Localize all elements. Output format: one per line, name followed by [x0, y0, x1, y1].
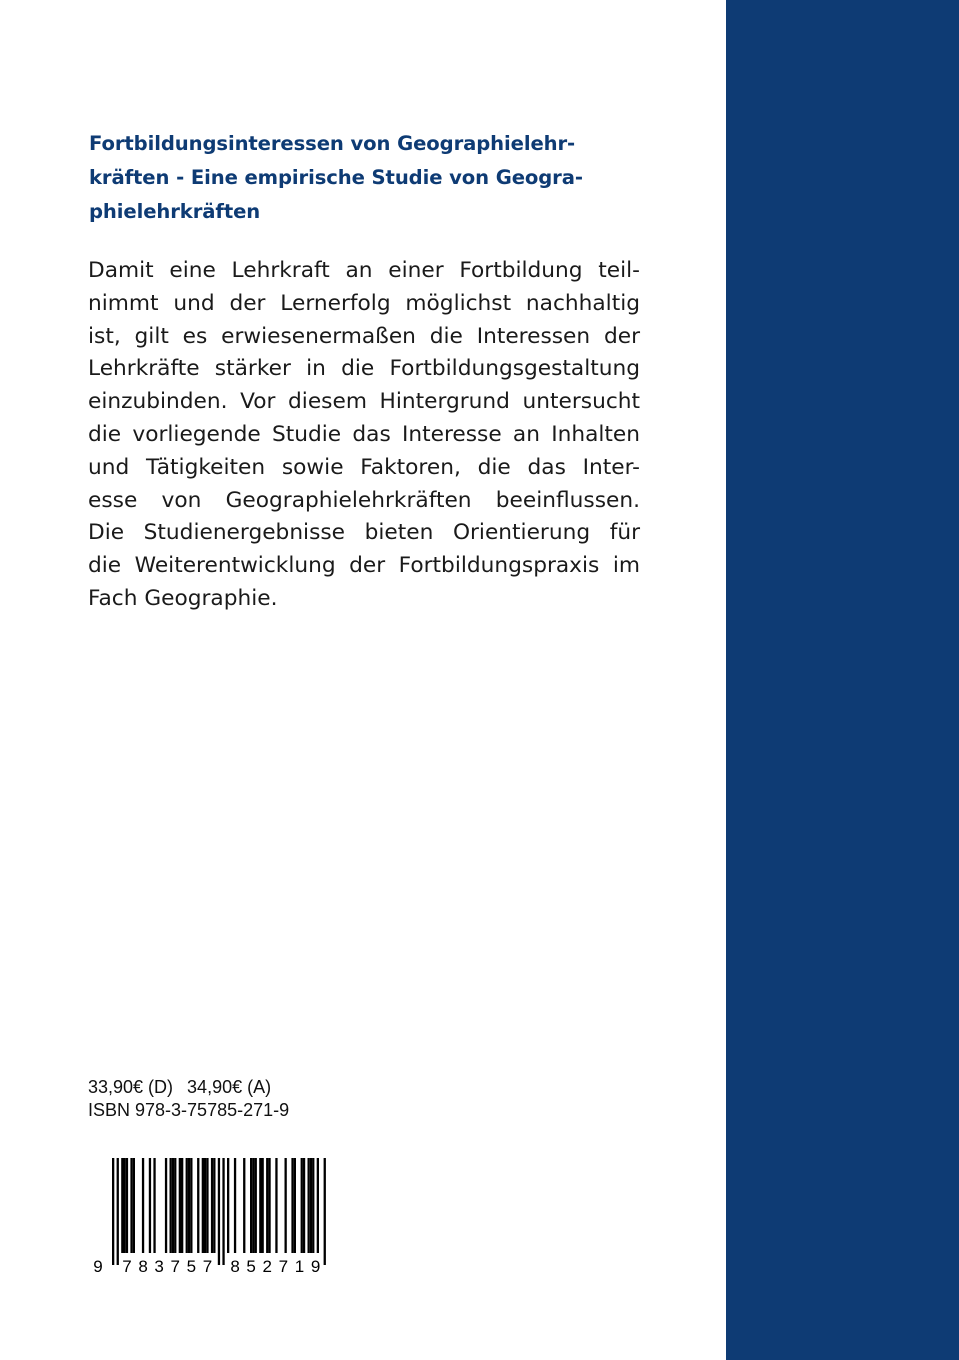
barcode-bar: [275, 1158, 277, 1253]
barcode-bar: [170, 1158, 172, 1253]
blurb-line: einzubinden. Vor diesem Hintergrund untersucht: [88, 389, 640, 415]
blurb-line: Die Studienergebnisse bieten Orientierung für: [88, 520, 640, 546]
blurb-line: und Tätigkeiten sowie Faktoren, die das Inter-: [88, 454, 640, 480]
barcode-bar: [202, 1158, 204, 1253]
barcode-bar: [204, 1158, 206, 1253]
barcode-bar: [291, 1158, 293, 1253]
blurb-line: Damit eine Lehrkraft an einer Fortbildung teil-: [88, 258, 640, 283]
blurb-line: esse von Geographielehrkräften beeinflussen.: [88, 487, 640, 513]
barcode-bar: [303, 1158, 305, 1253]
barcode-bar: [227, 1158, 229, 1253]
barcode-bar: [117, 1158, 119, 1265]
blurb-text: [88, 255, 640, 616]
barcode-digit: 7: [170, 1257, 180, 1276]
barcode-digit: 5: [246, 1257, 256, 1276]
isbn-barcode: [88, 1156, 328, 1278]
barcode-digit: 3: [154, 1257, 164, 1276]
barcode-bar: [222, 1158, 224, 1265]
blurb-line: Fach Geographie.: [88, 585, 278, 611]
blurb-line: nimmt und der Lernerfolg möglichst nachhaltig: [88, 290, 640, 316]
barcode-bar: [149, 1158, 151, 1253]
book-title-line: phielehrkräften: [89, 200, 261, 223]
book-title-line: kräften - Eine empirische Studie von Geogra-: [89, 166, 583, 189]
blurb-line: die Weiterentwicklung der Fortbildungspraxis im: [88, 553, 640, 579]
isbn-number: ISBN 978-3-75785-271-9: [88, 1100, 290, 1120]
price-germany: 33,90€ (D): [88, 1077, 174, 1097]
barcode-bar: [234, 1158, 236, 1253]
barcode-bar: [181, 1158, 183, 1253]
barcode-bar: [294, 1158, 296, 1253]
barcode-bar: [218, 1158, 220, 1265]
barcode-digit: 7: [202, 1257, 213, 1276]
barcode-bar: [133, 1158, 135, 1253]
barcode-bar: [179, 1158, 181, 1253]
barcode-bar: [310, 1158, 312, 1253]
barcode-bar: [213, 1158, 215, 1253]
price-austria: 34,90€ (A): [187, 1077, 272, 1097]
book-title: [89, 127, 629, 229]
barcode-bar: [301, 1158, 303, 1253]
barcode-bar: [308, 1158, 310, 1253]
barcode-bar: [266, 1158, 268, 1253]
barcode-bar: [250, 1158, 252, 1253]
barcode-bar: [165, 1158, 167, 1253]
barcode-bar: [312, 1158, 314, 1253]
barcode-bar: [285, 1158, 287, 1253]
barcode-bar: [324, 1158, 326, 1265]
barcode-bar: [121, 1158, 123, 1253]
barcode-bar: [197, 1158, 199, 1253]
blurb-line: Lehrkräfte stärker in die Fortbildungsgestaltung: [88, 356, 640, 382]
price-info: [88, 1076, 271, 1098]
barcode-bar: [243, 1158, 245, 1253]
blurb-line: ist, gilt es erwiesenermaßen die Interessen der: [88, 323, 640, 349]
barcode-digit: 5: [186, 1257, 197, 1276]
barcode-bar: [130, 1158, 132, 1253]
barcode-bar: [142, 1158, 144, 1253]
barcode-bar: [190, 1158, 192, 1253]
book-title-line: Fortbildungsinteressen von Geographielehr-: [89, 132, 576, 155]
barcode-bar: [262, 1158, 264, 1253]
barcode-digit: 7: [278, 1257, 289, 1276]
barcode-bar: [211, 1158, 213, 1253]
barcode-bar: [126, 1158, 128, 1253]
barcode-bar: [112, 1158, 114, 1265]
spine-band: [726, 0, 959, 1360]
barcode-digit: 2: [262, 1257, 272, 1276]
barcode-bar: [252, 1158, 254, 1253]
blurb-line: die vorliegende Studie das Interesse an Inhalten: [88, 421, 640, 447]
barcode-bar: [188, 1158, 190, 1253]
barcode-digit: 7: [122, 1257, 132, 1276]
barcode-digit: 9: [310, 1257, 321, 1276]
barcode-bar: [206, 1158, 208, 1253]
barcode-bar: [172, 1158, 174, 1253]
barcode-bar: [174, 1158, 176, 1253]
barcode-graphic: [88, 1156, 328, 1278]
barcode-bar: [124, 1158, 126, 1253]
barcode-bar: [153, 1158, 155, 1253]
barcode-digit: 8: [230, 1257, 240, 1276]
barcode-bar: [317, 1158, 319, 1253]
barcode-digit: 1: [294, 1257, 305, 1276]
barcode-digit: 8: [138, 1257, 148, 1276]
barcode-bar: [259, 1158, 261, 1253]
barcode-bar: [255, 1158, 257, 1253]
barcode-bar: [186, 1158, 188, 1253]
barcode-bar: [268, 1158, 270, 1253]
barcode-digit: 9: [93, 1257, 103, 1276]
